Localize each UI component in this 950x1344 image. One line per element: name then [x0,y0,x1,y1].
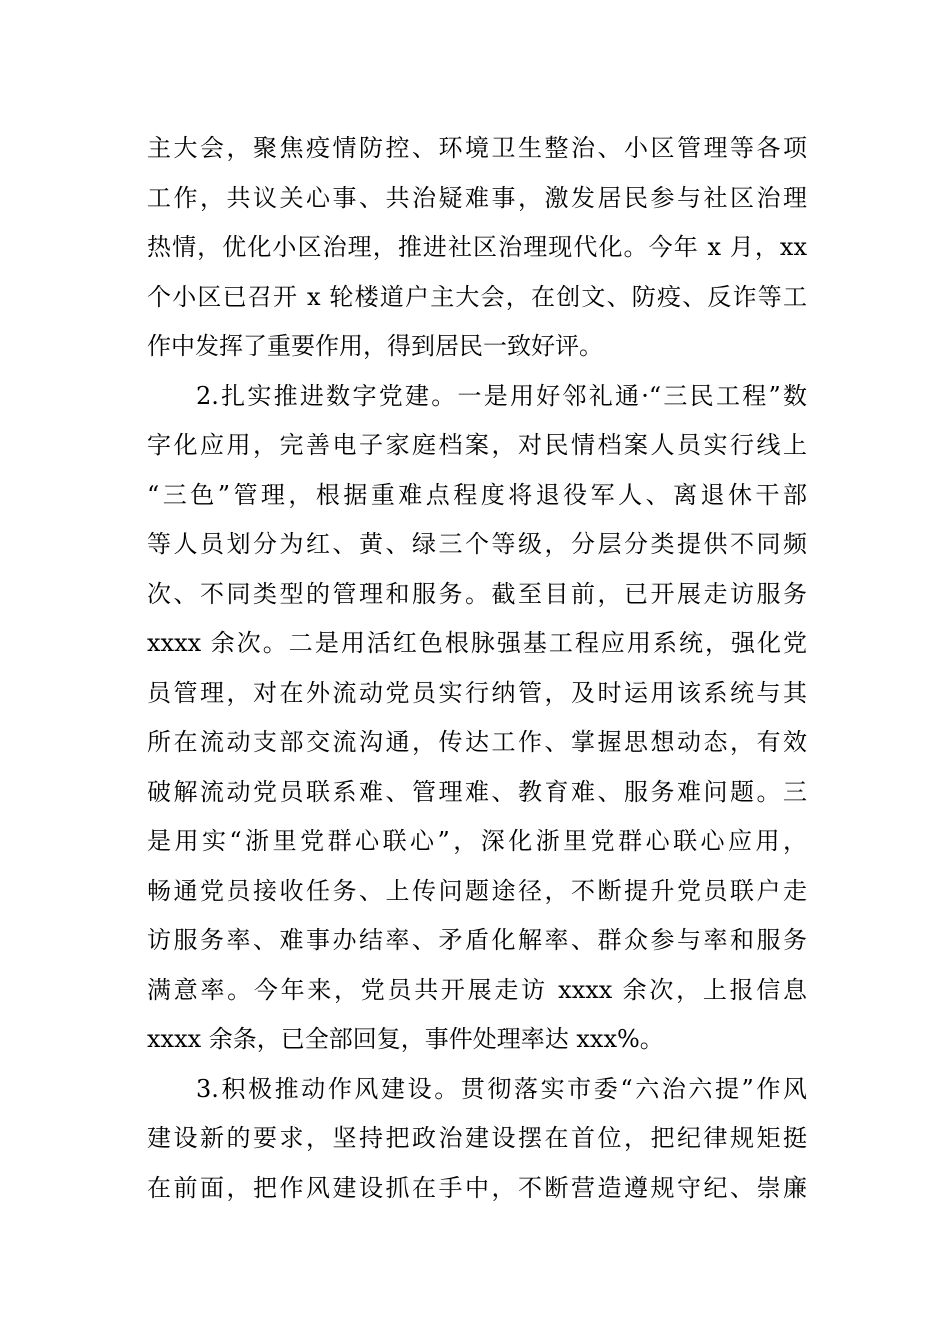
paragraph-line: 等人员划分为红、黄、绿三个等级，分层分类提供不同频 [147,530,807,558]
paragraph-line: 访服务率、难事办结率、矛盾化解率、群众参与率和服务 [147,926,807,954]
paragraph-line: 次、不同类型的管理和服务。截至目前，已开展走访服务 [147,579,807,608]
paragraph-line: 字化应用，完善电子家庭档案，对民情档案人员实行线上 [147,431,807,459]
paragraph-line: 热情，优化小区治理，推进社区治理现代化。今年 x 月，xx [147,233,807,261]
document-body [147,124,807,1213]
paragraph-line: 所在流动支部交流沟通，传达工作、掌握思想动态，有效 [147,728,807,756]
paragraph-line: 破解流动党员联系难、管理难、教育难、服务难问题。三 [147,777,807,806]
paragraph-line: 个小区已召开 x 轮楼道户主大会，在创文、防疫、反诈等工 [147,282,807,311]
section-heading-line: 2.扎实推进数字党建。一是用好邻礼通·“三民工程”数 [196,381,807,410]
paragraph-line: 在前面，把作风建设抓在手中，不断营造遵规守纪、崇廉 [147,1173,807,1202]
paragraph-line: 工作，共议关心事、共治疑难事，激发居民参与社区治理 [147,183,807,212]
paragraph-line: 作中发挥了重要作用，得到居民一致好评。 [147,332,603,360]
paragraph-line: 建设新的要求，坚持把政治建设摆在首位，把纪律规矩挺 [147,1124,807,1152]
paragraph-line: 是用实“浙里党群心联心”，深化浙里党群心联心应用， [147,827,807,855]
paragraph-line: 畅通党员接收任务、上传问题途径，不断提升党员联户走 [147,876,807,905]
paragraph-line: 主大会，聚焦疫情防控、环境卫生整治、小区管理等各项 [147,134,807,162]
section-heading-line: 3.积极推动作风建设。贯彻落实市委“六治六提”作风 [196,1074,807,1103]
paragraph-line: “三色”管理，根据重难点程度将退役军人、离退休干部 [147,480,807,509]
paragraph-line: xxxx 余条，已全部回复，事件处理率达 xxx%。 [147,1025,664,1053]
paragraph-line: 满意率。今年来，党员共开展走访 xxxx 余次，上报信息 [147,975,807,1004]
paragraph-line: 员管理，对在外流动党员实行纳管，及时运用该系统与其 [147,678,807,707]
paragraph-line: xxxx 余次。二是用活红色根脉强基工程应用系统，强化党 [147,629,807,657]
